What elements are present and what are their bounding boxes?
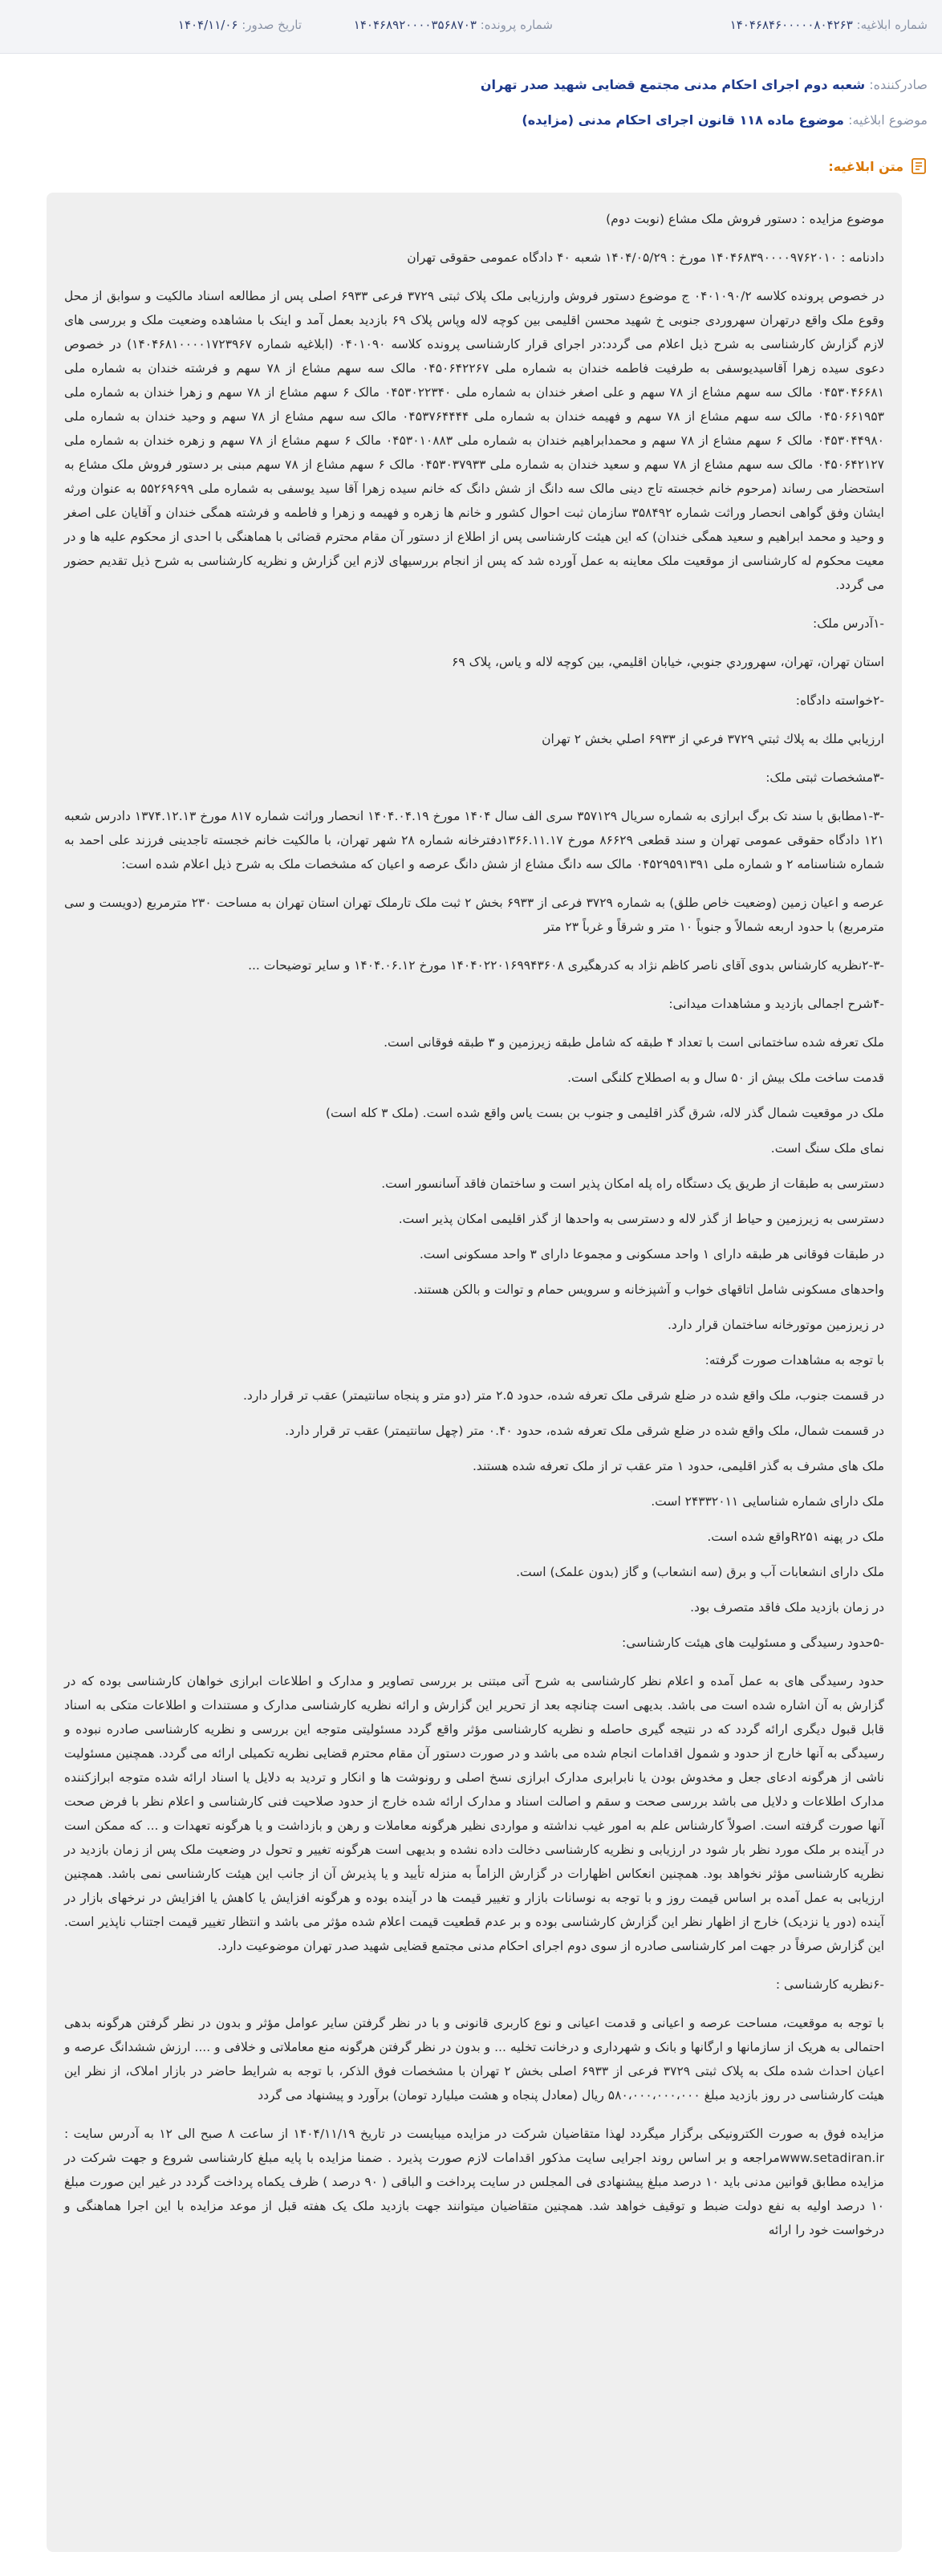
subject-row (522, 112, 928, 128)
notice-body (47, 193, 902, 2552)
list-item: در قسمت شمال، ملک واقع شده در ضلع شرقی ملک تعرفه شده، حدود ۰.۴۰ متر (چهل سانتیمتر) عقب تر قرار دارد. (285, 1424, 884, 1438)
list-item: با توجه به مشاهدات صورت گرفته: (704, 1353, 884, 1367)
notice-text-heading (828, 157, 928, 175)
auction-instructions: مزایده فوق به صورت الکترونیکی برگزار میگردد لهذا متقاضیان شرکت در مزایده میبایست در تاریخ ۱۴۰۴/۱۱/۱۹ از ساعت ۸ صبح الی ۱۲ به آدرس سایت : www.setadiran.irمراجعه و بر اساس روند اجرایی سایت مذکور اقدامات لازم صورت پذیرد . ضمنا مزایده با پایه مبلغ کارشناسی شروع و جهت شرکت در مزایده مطابق قوانین مدنی باید ۱۰ درصد مبلغ پیشنهادی فی المجلس در سایت پرداخت و الباقی ( ۹۰ درصد ) ظرف یکماه پرداخت گردد در غیر این صورت مبلغ ۱۰ درصد اولیه به نفع دولت ضبط و توقیف خواهد شد. همچنین متقاضیان میتوانند جهت بازدید ملک یک هفته قبل از موعد مزایده با این اجرا هماهنگی و درخواست خود را ارائه (64, 2127, 884, 2237)
opinion-text: با توجه به موقعیت، مساحت عرصه و اعیانی و قدمت اعیانی و نوع کاربری قانونی و با در نظر گرفتن سایر عوامل مؤثر و بدون در نظر گرفتن هرگونه بدهی احتمالی به هریک از سازمانها و ارگانها و بانک و شهرداری و درخانت تخلیه ... و بدون در نظر گرفتن هرگونه منع معاملاتی و خلافی و .... ارزش ششدانگ عرصه و اعیان احداث شده ملک به پلاک ثبتی ۳۷۲۹ فرعی از ۶۹۳۳ اصلی بخش ۲ تهران با مشخصات فوق الذکر، با توجه به شرایط حاضر در بازار املاک، از نظر این هیئت کارشناسی در روز بازدید مبلغ ۵۸۰،۰۰۰،۰۰۰،۰۰۰ ریال (معادل پنجاه و هشت میلیارد تومان) برآورد و پیشنهاد می گردد (64, 2016, 884, 2103)
issuer-label: صادرکننده: (869, 77, 928, 92)
issue-date (178, 18, 302, 32)
scope-text: حدود رسیدگی های به عمل آمده و اعلام نظر کارشناسی به شرح آتی مبتنی بر بررسی تصاویر و مدارک و اطلاعات ابرازی خواهان کارشناسی بوده که در گزارش به آن اشاره شده است می باشد. بدیهی است چنانچه بعد از تحریر این گزارش و ارائه نظریه کارشناسی مدارک و مستندات و اطلاعات متکی به اسناد قابل قبول دیگری ارائه گردد که در نتیجه گیری حاصله و نظریه کارشناسی مؤثر واقع گردد مسئولیتی متوجه این بررسی و نظریه کارشناسی صادره نبوده و رسیدگی به آنها خارج از حدود و شمول اقدامات انجام شده می باشد و در صورت دستور آن مقام محترم قضایی نظریه تکمیلی ارائه می گردد. همچنین مسئولیت ناشی از هرگونه ادعای جعل و مخدوش بودن یا نابرابری مدارک ابرازی نسخ اصلی و رونوشت ها و انکار و تردید به دلایل یا اسناد ارائه شده متوجه ابرازکننده مدارک اطلاعات و دلایل می باشد بررسی صحت و سقم و اصالت اسناد و مدارک ارائه شده خارج از حدود صلاحیت فنی کارشناسی و اعلام نظر با فرض صحت آنها صورت گرفته است. اصولاً کارشناس علم به امور غیب نداشته و مواردی نظیر هرگونه معاملات و رهن و بازداشت و یا هرگونه تعهدات و ... که ممکن است در آینده بر ملک مورد نظر بار شود در ارزیابی و نظریه کارشناسی دخالت داده نشده و بدیهی است هرگونه تغییر و تحول در وضعیت ملک پس از زمان بازدید در نظریه کارشناسی مؤثر نخواهد بود. همچنین انعکاس اظهارات در گزارش الزاماً به منزله تأیید و یا پذیرش آن از جانب این هیئت کارشناسی نمی باشد. همچنین ارزیابی به عمل آمده بر اساس قیمت روز و با توجه به نوسانات بازار و تغییر قیمت ها در آینده بوده و هرگونه افزایش یا کاهش یا افزایش در نرخهای بازار در آینده (دور یا نزدیک) خارج از اظهار نظر این گزارش کارشناسی بوده و بر عدم قطعیت قیمت اعلام شده مؤثر می باشد و انتظار تغییر قیمت اجتناب ناپذیر است. این گزارش صرفاً در جهت امر کارشناسی صادره از سوی دوم اجرای احکام مدنی مجتمع قضایی شهید صدر تهران موضوعیت دارد. (64, 1674, 884, 1953)
court-request-text: ارزيابي ملك به پلاك ثبتي ۳۷۲۹ فرعي از ۶۹۳۳ اصلي بخش ۲ تهران (542, 732, 884, 746)
list-item: ملک دارای شماره شناسایی ۲۴۳۳۲۰۱۱ است. (651, 1494, 884, 1509)
issue-date-label: تاریخ صدور: (242, 18, 302, 32)
subject-value: موضوع ماده ۱۱۸ قانون اجرای احکام مدنی (مزایده) (522, 112, 844, 128)
issue-date-value: ۱۴۰۴/۱۱/۰۶ (177, 18, 238, 32)
list-item: ملک در موقعیت شمال گذر لاله، شرق گذر اقلیمی و جنوب بن بست یاس واقع شده است. (ملک ۳ کله است) (325, 1106, 884, 1120)
notice-number (730, 18, 928, 32)
issuer-row (481, 77, 928, 92)
court-request-heading: -۲خواسته دادگاه: (795, 693, 884, 708)
list-item: دسترسی به زیرزمین و حیاط از گذر لاله و دسترسی به واحدها از گذر اقلیمی امکان پذیر است. (398, 1212, 884, 1226)
initial-expert-opinion: -۲-۳نظریه کارشناس بدوی آقای ناصر کاظم نژاد به کدرهگیری ۱۴۰۴۰۲۲۰۱۶۹۹۴۳۶۰۸ مورخ ۱۴۰۴.۰۶.۱۲ و سایر توضیحات ... (248, 958, 884, 973)
land-details: عرصه و اعیان زمین (وضعیت خاص طلق) به شماره ۳۷۲۹ فرعی از ۶۹۳۳ بخش ۲ ثبت ملک تارملک تهران استان تهران به مساحت ۲۳۰ مترمربع (دویست و سی مترمربع) با حدود اربعه شمالاً و جنوباً ۱۰ متر و شرقاً و غرباً ۲۳ متر (64, 896, 885, 934)
list-item: دسترسی به طبقات از طریق یک دستگاه راه پله امکان پذیر است و ساختمان فاقد آسانسور است. (381, 1176, 884, 1191)
notice-number-label: شماره ابلاغیه: (856, 18, 928, 32)
list-item: در طبقات فوقانی هر طبقه دارای ۱ واحد مسکونی و مجموعا دارای ۳ واحد مسکونی است. (419, 1247, 884, 1262)
address-text: استان تهران، تهران، سهروردي جنوبي، خيابان اقليمي، بين كوچه لاله و ياس، پلاک ۶۹ (451, 655, 884, 669)
notice-text-heading-label: متن ابلاغیه: (828, 158, 903, 174)
notice-number-value: ۱۴۰۴۶۸۴۶۰۰۰۰۰۸۰۴۲۶۳ (729, 18, 853, 32)
scope-heading: -۵حدود رسیدگی و مسئولیت های هیئت کارشناسی: (622, 1635, 884, 1650)
list-item: ملک دارای انشعابات آب و برق (سه انشعاب) و گاز (بدون علمک) است. (516, 1565, 884, 1579)
list-item: ملک در پهنه R۲۵۱واقع شده است. (707, 1530, 884, 1544)
issuer-value: شعبه دوم اجرای احکام مدنی مجتمع قضایی شهید صدر تهران (480, 77, 866, 92)
list-item: نمای ملک سنگ است. (770, 1141, 884, 1156)
verdict-line: دادنامه : ۱۴۰۴۶۸۳۹۰۰۰۰۹۷۶۲۰۱۰ مورخ : ۱۴۰۴/۰۵/۲۹ شعبه ۴۰ دادگاه عمومی حقوقی تهران (407, 250, 884, 265)
list-item: در زیرزمین موتورخانه ساختمان قرار دارد. (668, 1318, 884, 1332)
document-icon (910, 157, 928, 175)
list-item: قدمت ساخت ملک بیش از ۵۰ سال و به اصطلاح کلنگی است. (567, 1071, 884, 1085)
intro-paragraph: در خصوص پرونده کلاسه ۰۴۰۱۰۹۰/۲ ج موضوع دستور فروش وارزیابی ملک پلاک ثبتی ۳۷۲۹ فرعی ۶۹۳۳ اصلی پس از مطالعه اسناد مالکیت و سوابق از محل وقوع ملک واقع درتهران سهروردی جنوبی خ شهید محسن اقلیمی بین کوچه لاله وپاس پلاک ۶۹ بازدید بعمل آمد و اینک با مشاهده وضعیت ملک و بررسی های لازم گزارش کارشناسی به شرح ذیل اعلام می گردد:در اجرای قرار کارشناسی پرونده کلاسه ۰۴۰۱۰۹۰ (ابلاغیه شماره ۱۴۰۴۶۸۱۰۰۰۰۱۷۲۳۹۶۷) در خصوص دعوی سیده زهرا آقاسیدیوسفی به طرفیت فاطمه خندان به شماره ملی ۰۴۵۰۶۴۲۲۶۷ مالک سه سهم مشاع از ۷۸ سهم و فرشته خندان به شماره ملی ۰۴۵۳۰۴۶۶۸۱ مالک سه سهم مشاع از ۷۸ سهم و علی اصغر خندان به شماره ملی ۰۴۵۳۰۲۲۳۴۰ مالک ۶ سهم مشاع از ۷۸ سهم و زهرا خندان به شماره ملی ۰۴۵۰۶۶۱۹۵۳ مالک سه سهم مشاع از ۷۸ سهم و فهیمه خندان به شماره ملی ۰۴۵۳۷۶۴۴۴۴ مالک سه سهم مشاع از ۷۸ سهم و وحید خندان به شماره ملی ۰۴۵۳۰۴۴۹۸۰ مالک ۶ سهم مشاع از ۷۸ سهم و محمدابراهیم خندان به شماره ملی ۰۴۵۳۰۱۰۸۸۳ مالک ۶ سهم مشاع از ۷۸ سهم و زهره خندان به شماره ملی ۰۴۵۰۶۴۲۱۲۷ مالک سه سهم مشاع از ۷۸ سهم و سعید خندان به شماره ملی ۰۴۵۳۰۳۷۹۳۳ مالک ۶ سهم مشاع از ۷۸ سهم مبنی بر دستور فروش ملک مشاع به استحضار می رساند (مرحوم خانم خجسته تاج دینی مالک سه دانگ از شش دانگ که خانم سیده زهرا آقا سید یوسفی به شماره ملی ۵۵۲۶۹۶۹۹ به عنوان ورثه ایشان وفق گواهی انحصار وراثت شماره ۳۵۸۴۹۲ سازمان ثبت احوال کشور و خانم ها زهره و فهیمه و زهرا و فاطمه و فرشته همگی خندان و آقایان علی اصغر و وحید و محمد ابراهیم و سعید همگی خندان) که این هیئت کارشناسی پس از اطلاع از دستور آن مقام محترم قضائی با هماهنگی با احدی از محکوم علیه ها و در معیت محکوم له کارشناسی از موقعیت ملک معاینه به عمل آورده شد که پس از انجام بررسیهای لازم این گزارش و نظریه کارشناسی به شرح ذیل تقدیم حضور می گردد. (64, 289, 885, 592)
case-number-value: ۱۴۰۴۶۸۹۲۰۰۰۰۳۵۶۸۷۰۳ (353, 18, 477, 32)
header-bar (0, 0, 942, 54)
list-item: واحدهای مسکونی شامل اتاقهای خواب و آشپزخانه و سرویس حمام و توالت و بالکن هستند. (413, 1282, 884, 1297)
list-item: در زمان بازدید ملک فاقد متصرف بود. (690, 1600, 884, 1615)
notice-body-text (64, 207, 884, 2257)
registry-details: -۱-۳مطابق با سند تک برگ ابرازی به شماره سریال ۳۵۷۱۲۹ سری الف سال ۱۴۰۴ مورخ ۱۴۰۴.۰۴.۱۹ انحصار وراثت شماره ۸۱۷ مورخ ۱۳۷۴.۱۲.۱۳ دادرس شعبه ۱۲۱ دادگاه حقوقی عمومی تهران و سند قطعی ۸۶۶۲۹ مورخ ۱۳۶۶.۱۱.۱۷دفترخانه شماره ۲۸ شهر تهران، با مالکیت خانم خجسته تاجدینی فرزند علی احمد به شماره شناسنامه ۲ و شماره ملی ۰۴۵۲۹۵۹۱۳۹۱ مالک سه دانگ مشاع از شش دانگ عرصه و اعیان که مشخصات ملک به شرح ذیل اعلام شده است: (64, 809, 885, 872)
auction-subject: موضوع مزایده : دستور فروش ملک مشاع (نوبت دوم) (606, 212, 884, 226)
list-item: ملک های مشرف به گذر اقلیمی، حدود ۱ متر عقب تر از ملک تعرفه شده هستند. (473, 1459, 884, 1473)
address-heading: -۱آدرس ملک: (813, 616, 884, 631)
registry-heading: -۳مشخصات ثبتی ملک: (765, 770, 884, 785)
list-item: در قسمت جنوب، ملک واقع شده در ضلع شرقی ملک تعرفه شده، حدود ۲.۵ متر (دو متر و پنجاه سانتیمتر) عقب تر قرار دارد. (243, 1388, 884, 1403)
inspection-heading: -۴شرح اجمالی بازدید و مشاهدات میدانی: (668, 997, 884, 1011)
case-number (354, 18, 553, 32)
subject-label: موضوع ابلاغیه: (848, 112, 928, 128)
list-item: ملک تعرفه شده ساختمانی است با تعداد ۴ طبقه که شامل طبقه زیرزمین و ۳ طبقه فوقانی است. (384, 1035, 884, 1050)
case-number-label: شماره پرونده: (480, 18, 553, 32)
opinion-heading: -۶نظریه کارشناسی : (775, 1977, 884, 1992)
